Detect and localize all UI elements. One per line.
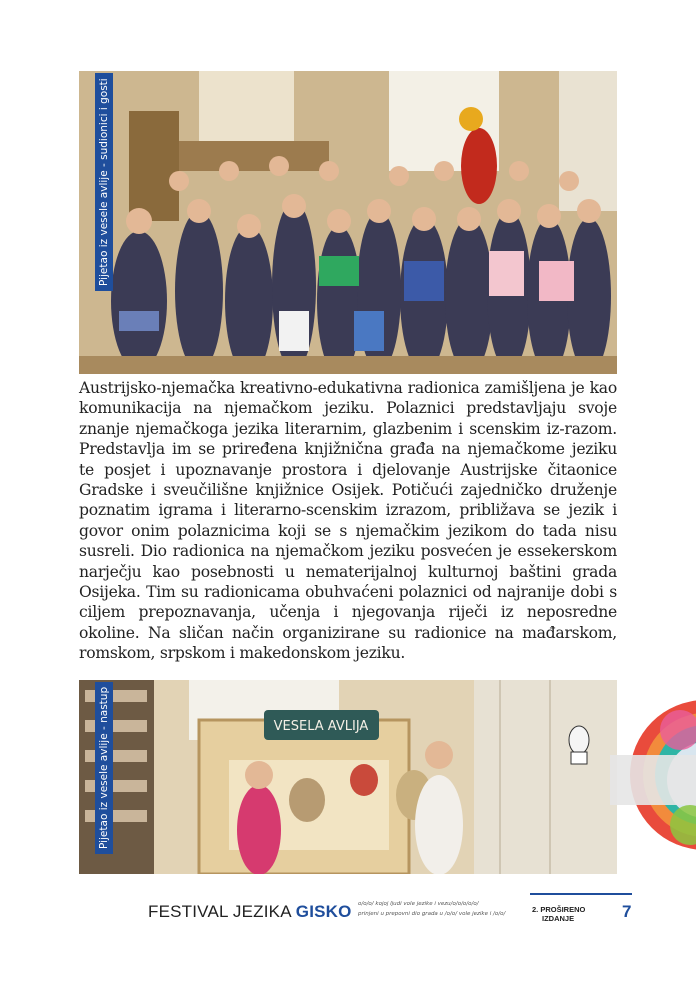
festival-title-accent: GISKO (295, 902, 352, 921)
edition-line-2: IZDANJE (542, 914, 575, 923)
footer-divider (530, 893, 632, 895)
festival-subtitle-line-2: prinjeni u prepovni dio grada u /o/o/ vole jezike i /o/o/ (358, 911, 506, 917)
photo-caption-bottom: Pijetao iz vesele avlije - nastup (95, 682, 113, 854)
photo-caption-top: Pijetao iz vesele avlije - sudionici i gosti (95, 73, 113, 291)
decorative-circles-graphic (610, 700, 696, 850)
photo-group (79, 71, 617, 374)
festival-subtitle-line-1: o/o/o/ kojoj ljudi vole jezike i vezu/o/o/o/o/o/ (358, 901, 479, 907)
group-photo-illustration (79, 71, 617, 374)
article-paragraph: Austrijsko-njemačka kreativno-edukativna radionica zamišljena je kao komunikacija na njemačkom jeziku. Polaznici predstavljaju svoje znanje njemačkoga jezika literarnim, glazbenim i scenskim iz-razom. Predstavlja im se priređena knjižnična građa na njemačkome jeziku te posjet i upoznavanje prostora i djelovanje Austrijske čitaonice Gradske i sveučilišne knjižnice Osijek. Potičući zajedničko druženje poznatim igrama i literarno-scenskim izrazom, približava se jezik i govor onim polaznicima koji se s njemačkim jezikom do tada nisu susreli. Dio radionica na njemačkom jeziku posvećen je essekerskom narječju kao posebnosti u nematerijalnoj kulturnoj baštini grada Osijeka. Tim su radionicama obuhvaćeni polaznici od najranije dobi s ciljem prepoznavanja, učenja i njegovanja riječi iz neposredne okoline. Na sličan način organizirane su radionice na mađarskom, romskom, srpskom i makedonskom jeziku. (79, 379, 617, 663)
page-number: 7 (622, 902, 632, 921)
festival-subtitle (358, 899, 508, 919)
festival-title (148, 902, 352, 922)
festival-title-main: FESTIVAL JEZIKA (148, 902, 291, 921)
decorative-circles (610, 700, 696, 850)
performance-photo-illustration (79, 680, 617, 874)
edition-line-1: 2. PROŠIRENO (532, 905, 586, 914)
photo-performance (79, 680, 617, 874)
theatre-sign: VESELA AVLIJA (273, 719, 369, 734)
edition-label (532, 905, 585, 923)
